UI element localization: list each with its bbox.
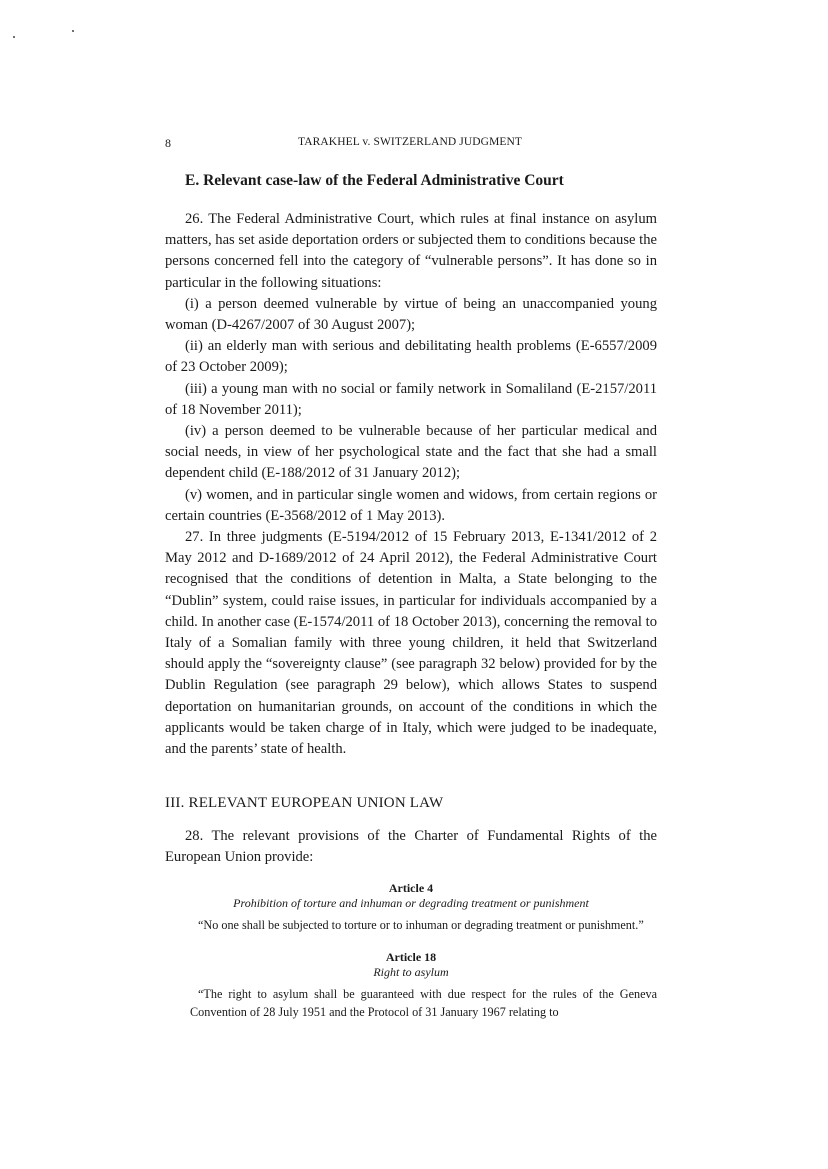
page-number: 8 [165, 136, 171, 150]
paragraph-26: 26. The Federal Administrative Court, which rules at final instance on asylum matters, has set aside deportation orders or subjected them to conditions because the persons concerned fell into the category of “vulnerable persons”. It has done so in particular in the following situations: [165, 211, 657, 291]
list-item: (i) a person deemed vulnerable by virtue of being an unaccompanied young woman (D-4267/2007 of 30 August 2007); [165, 295, 657, 334]
scan-speck [13, 36, 15, 38]
page-body [165, 170, 657, 1021]
quoted-articles [165, 881, 657, 1022]
scan-speck [72, 30, 74, 32]
list-item: (iv) a person deemed to be vulnerable because of her particular medical and social needs, in view of her psychological state and the fact that she had a small dependent child (E-188/2012 of 31 January 2012); [165, 423, 657, 482]
article-text: “The right to asylum shall be guaranteed with due respect for the rules of the Geneva Convention of 28 July 1951 and the Protocol of 31 January 1967 relating to [190, 987, 657, 1019]
list-item: (v) women, and in particular single women and widows, from certain regions or certain countries (E-3568/2012 of 1 May 2013). [165, 486, 657, 524]
list-item: (ii) an elderly man with serious and debilitating health problems (E-6557/2009 of 23 October 2009); [165, 338, 657, 376]
article-text: “No one shall be subjected to torture or to inhuman or degrading treatment or punishment.” [198, 917, 644, 932]
running-header: TARAKHEL v. SWITZERLAND JUDGMENT [298, 136, 523, 148]
list-item: (iii) a young man with no social or family network in Somaliland (E-2157/2011 of 18 November 2011); [165, 380, 657, 418]
article-subtitle: Right to asylum [373, 965, 449, 980]
article-title: Article 18 [385, 950, 437, 965]
part-heading-iii: III. RELEVANT EUROPEAN UNION LAW [165, 795, 444, 812]
article-title: Article 4 [388, 880, 434, 895]
paragraph-28: 28. The relevant provisions of the Charter of Fundamental Rights of the European Union provide: [165, 828, 657, 866]
article-subtitle: Prohibition of torture and inhuman or degrading treatment or punishment [233, 895, 589, 910]
section-heading-e: E. Relevant case-law of the Federal Administrative Court [185, 172, 564, 189]
paragraph-27: 27. In three judgments (E-5194/2012 of 15 February 2013, E-1341/2012 of 2 May 2012 and D-1689/2012 of 24 April 2012), the Federal Administrative Court recognised that the conditions of detention in Malta, a State belonging to the “Dublin” system, could raise issues, in particular for individuals accompanied by a child. In another case (E-1574/2011 of 18 October 2013), concerning the removal to Italy of a Somalian family with three young children, it held that Switzerland should apply the “sovereignty clause” (see paragraph 32 below) provided for by the Dublin Regulation (see paragraph 29 below), which allows States to suspend deportation on humanitarian grounds, on account of the conditions in which the applicants would be taken charge of in Italy, which were judged to be inadequate, and the parents’ state of health. [165, 529, 657, 758]
